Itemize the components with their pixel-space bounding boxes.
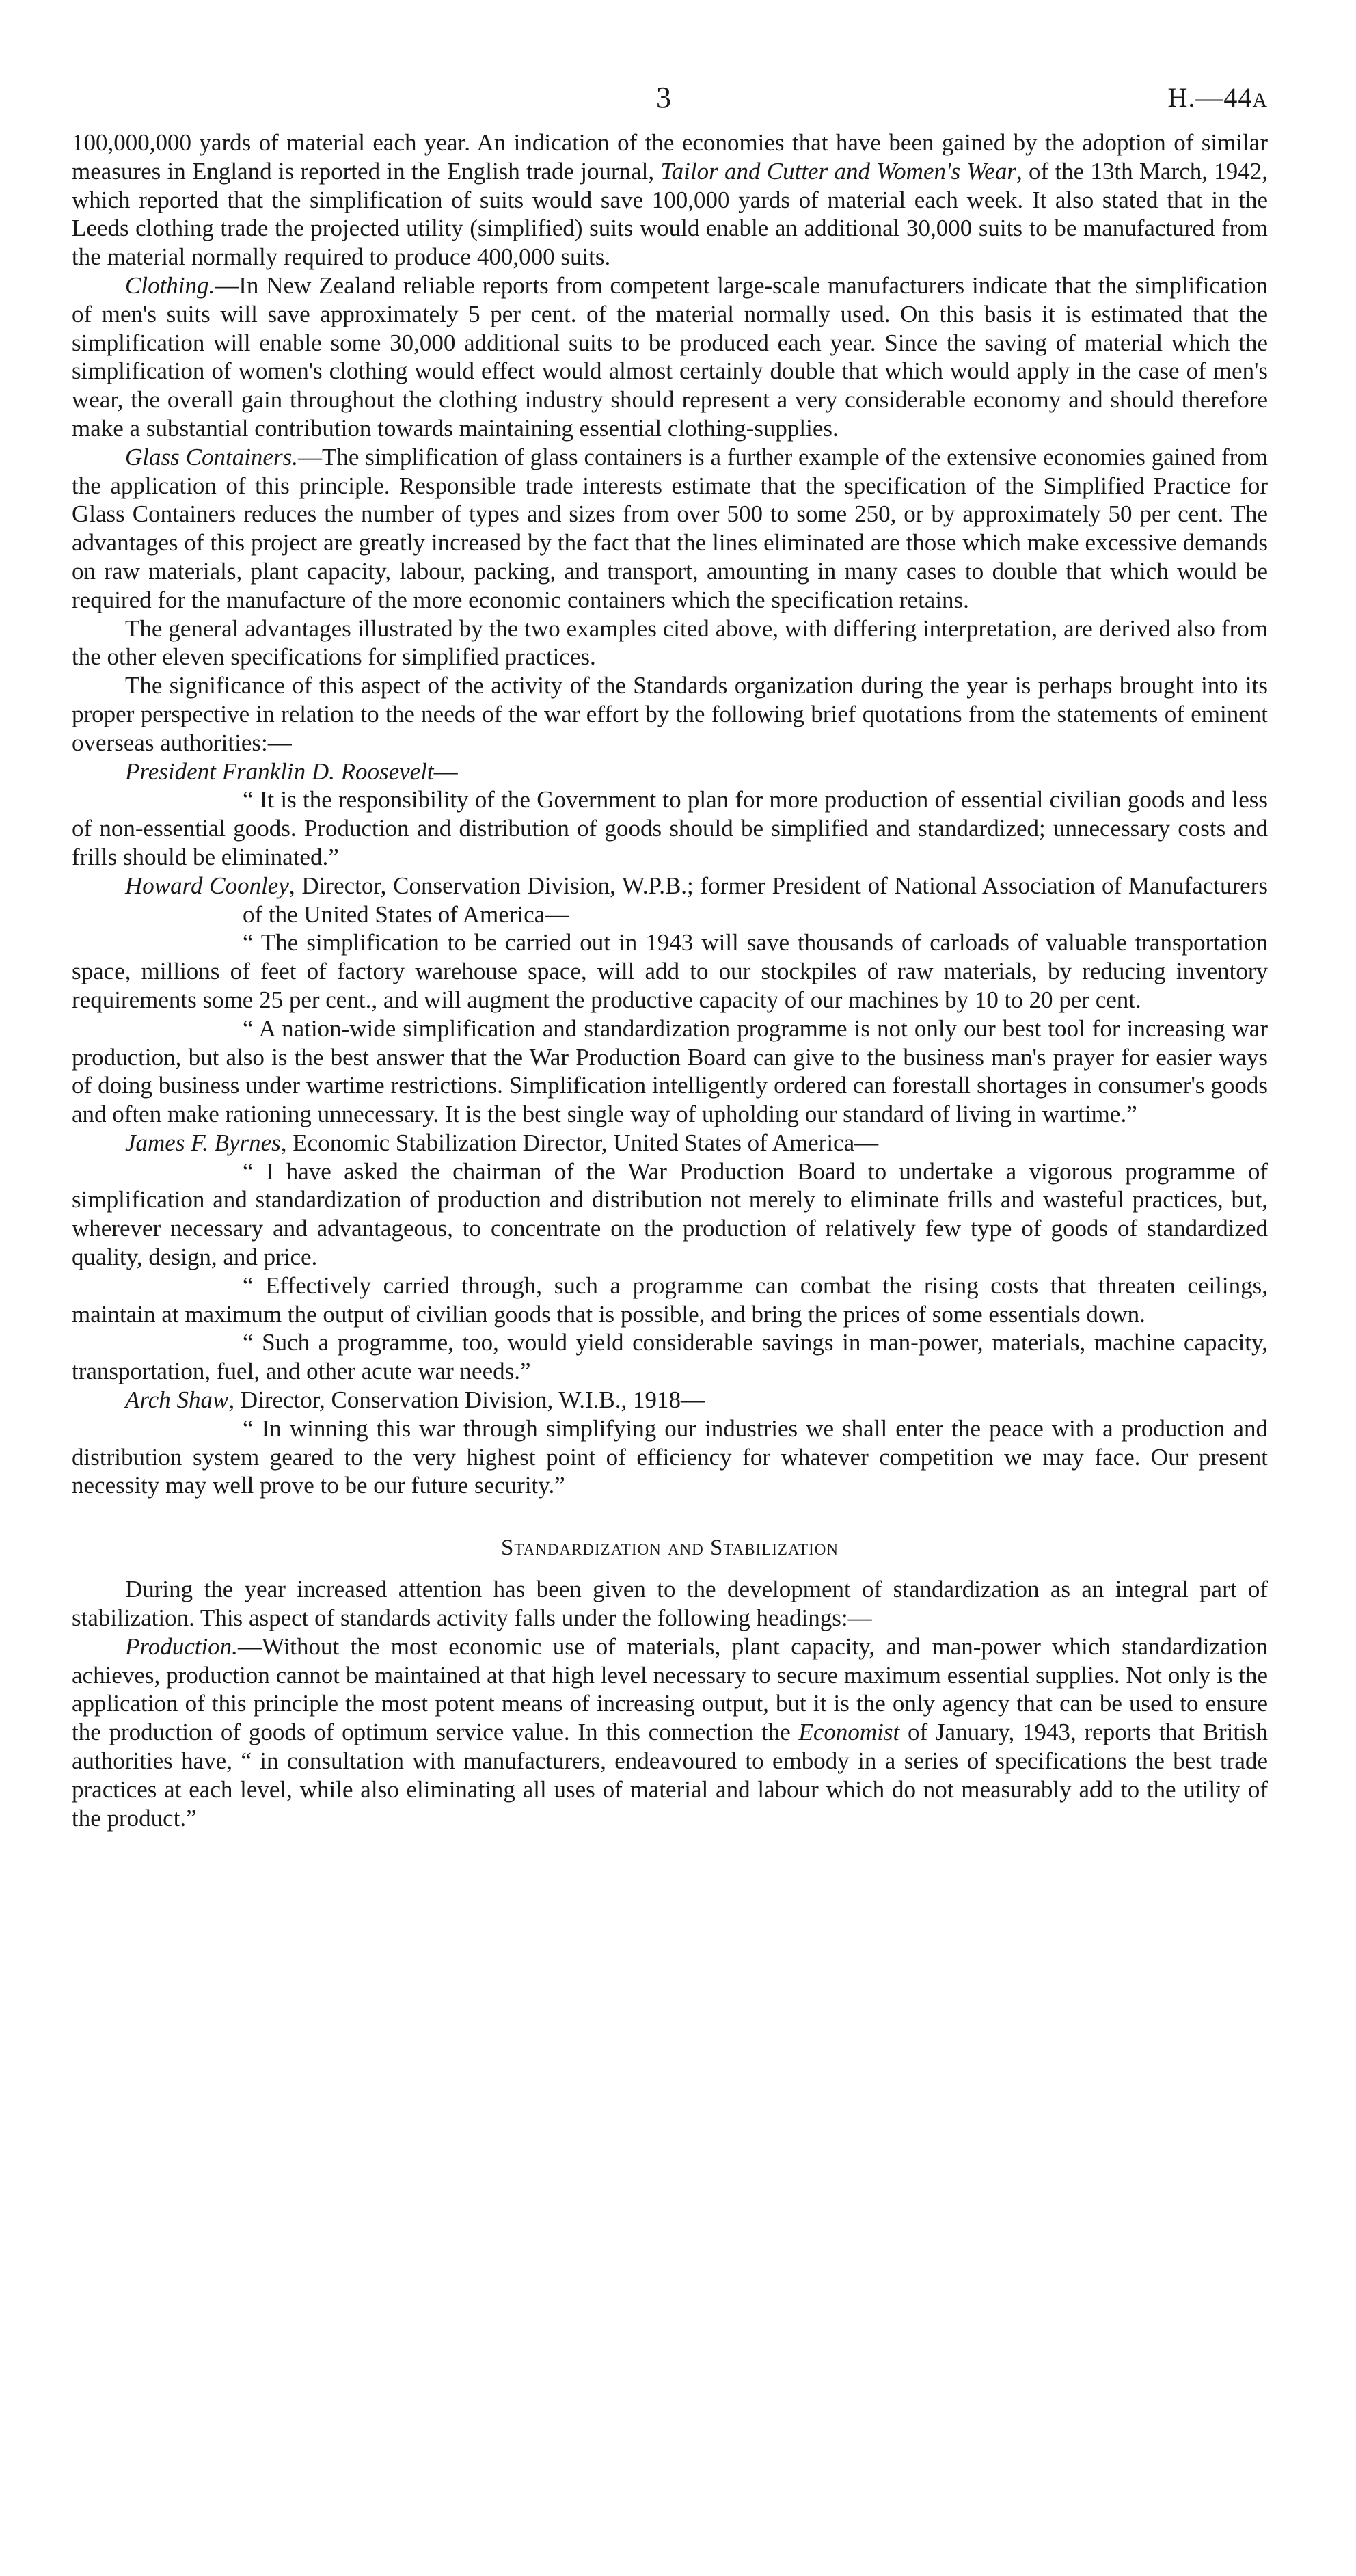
paragraph-stabilization-intro: During the year increased attention has been given to the development of standardization as an integral part of stabilization. This aspect of standards activity falls under the following headings:— [72,1576,1268,1632]
speaker-dash: — [433,757,458,785]
quote-shaw-1: “ In winning this war through simplifying our industries we shall enter the peace with a production and distribution system geared to the very highest point of efficiency for whatever competition we may face. Our present necessity may well prove to be our future security.” [72,1414,1268,1499]
page-header [72,81,1268,129]
quote-coonley-1: “ The simplification to be carried out in 1943 will save thousands of carloads of valuable transportation space, millions of feet of factory warehouse space, will add to our stockpiles of raw materials, by reducing inventory requirements some 25 per cent., and will augment the productive capacity of our machines by 10 to 20 per cent. [72,929,1268,1013]
speaker-name: President Franklin D. Roosevelt [125,757,434,785]
paragraph-text: of January, 1943, reports that British authorities have, “ in consultation with manufacturers, endeavoured to embody in a series of specifications the best trade practices at each level, while also eliminating all uses of material and labour which do not measurably add to the utility of the product.” [72,1719,1268,1832]
production-label: Production. [125,1633,238,1660]
document-code-main: H.—44 [1167,82,1253,113]
section-heading: Standardization and Stabilization [501,1535,839,1561]
speaker-name: Howard Coonley [125,872,289,899]
document-code-suffix: A [1252,89,1268,111]
glass-containers-label: Glass Containers. [125,443,298,470]
speaker-name: James F. Byrnes [125,1129,281,1156]
speaker-title: , Director, Conservation Division, W.P.B.; former President of National Association of Manufacturers of the United States of America— [243,872,1268,928]
paragraph-production [72,1633,1268,1833]
page-number: 3 [656,81,671,114]
speaker-shaw [72,1386,1268,1414]
quote-byrnes-1: “ I have asked the chairman of the War Production Board to undertake a vigorous programme of simplification and standardization of production and distribution not merely to eliminate frills and wasteful practices, but, wherever necessary and advantageous, to concentrate on the production of relatively few type of goods of standardized quality, design, and price. [72,1157,1268,1271]
paragraph-text: —Without the most economic use of materials, plant capacity, and man-power which standardization achieves, production cannot be maintained at that high level necessary to secure maximum essential supplies. Not only is the application of this principle the most potent means of increasing output, but it is the only agency that can be used to ensure the production of goods of optimum service value. In this connection the [72,1633,1268,1746]
paragraph-clothing [72,271,1268,443]
paragraph-text: 100,000,000 yards of material each year. An indication of the economies that have been gained by the adoption of similar measures in England is reported in the English trade journal, [72,129,1268,185]
clothing-label: Clothing. [125,271,215,299]
paragraph-significance: The significance of this aspect of the activity of the Standards organization during the year is perhaps brought into its proper perspective in relation to the needs of the war effort by the following brief quotations from the statements of eminent overseas authorities:— [72,672,1268,756]
quote-byrnes-3: “ Such a programme, too, would yield considerable savings in man-power, materials, machine capacity, transportation, fuel, and other acute war needs.” [72,1329,1268,1385]
document-body [72,129,1268,1832]
document-code [1167,81,1268,118]
quote-roosevelt-1: “ It is the responsibility of the Government to plan for more production of essential civilian goods and less of non-essential goods. Production and distribution of goods should be simplified and standardized; unnecessary costs and frills should be eliminated.” [72,786,1268,870]
speaker-title: , Director, Conservation Division, W.I.B., 1918— [228,1386,705,1414]
paragraph-text: —In New Zealand reliable reports from competent large-scale manufacturers indicate that the simplification of men's suits will save approximately 5 per cent. of the material normally used. On this basis it is estimated that the simplification will enable some 30,000 additional suits to be produced each year. Since the saving of material which the simplification of women's clothing would effect would almost certainly double that which would apply in the case of men's wear, the overall gain throughout the clothing industry should represent a very considerable economy and should therefore make a substantial contribution towards maintaining essential clothing-supplies. [72,271,1268,442]
journal-title: Tailor and Cutter and Women's Wear [660,157,1016,185]
paragraph-material-savings [72,129,1268,271]
speaker-byrnes [72,1129,1268,1157]
paragraph-text: —The simplification of glass containers is a further example of the extensive economies gained from the application of this principle. Responsible trade interests estimate that the specification of the Simplified Practice for Glass Containers reduces the number of types and sizes from over 500 to some 250, or by approximately 50 per cent. The advantages of this project are greatly increased by the fact that the lines eliminated are those which make excessive demands on raw materials, plant capacity, labour, packing, and transport, amounting in many cases to double that which would be required for the manufacture of the more economic containers which the specification retains. [72,443,1268,613]
economist-title: Economist [798,1719,900,1746]
speaker-title: , Economic Stabilization Director, United States of America— [280,1129,879,1156]
speaker-coonley [72,872,1268,929]
paragraph-text: , of the 13th March, 1942, which reported that the simplification of suits would save 100,000 yards of material each week. It also stated that in the Leeds clothing trade the projected utility (simplified) suits would enable an additional 30,000 suits to be manufactured from the material normally required to produce 400,000 suits. [72,157,1268,271]
paragraph-glass-containers [72,443,1268,615]
speaker-roosevelt [72,757,1268,786]
paragraph-general-advantages: The general advantages illustrated by the two examples cited above, with differing interpretation, are derived also from the other eleven specifications for simplified practices. [72,615,1268,671]
quote-byrnes-2: “ Effectively carried through, such a programme can combat the rising costs that threaten ceilings, maintain at maximum the output of civilian goods that is possible, and bring the prices of some essentials down. [72,1272,1268,1328]
speaker-name: Arch Shaw [125,1386,229,1414]
document-page [72,81,1268,1832]
quote-coonley-2: “ A nation-wide simplification and standardization programme is not only our best tool for increasing war production, but also is the best answer that the War Production Board can give to the business man's prayer for easier ways of doing business under wartime restrictions. Simplification intelligently ordered can forestall shortages in consumer's goods and often make rationing unnecessary. It is the best single way of upholding our standard of living in wartime.” [72,1015,1268,1128]
